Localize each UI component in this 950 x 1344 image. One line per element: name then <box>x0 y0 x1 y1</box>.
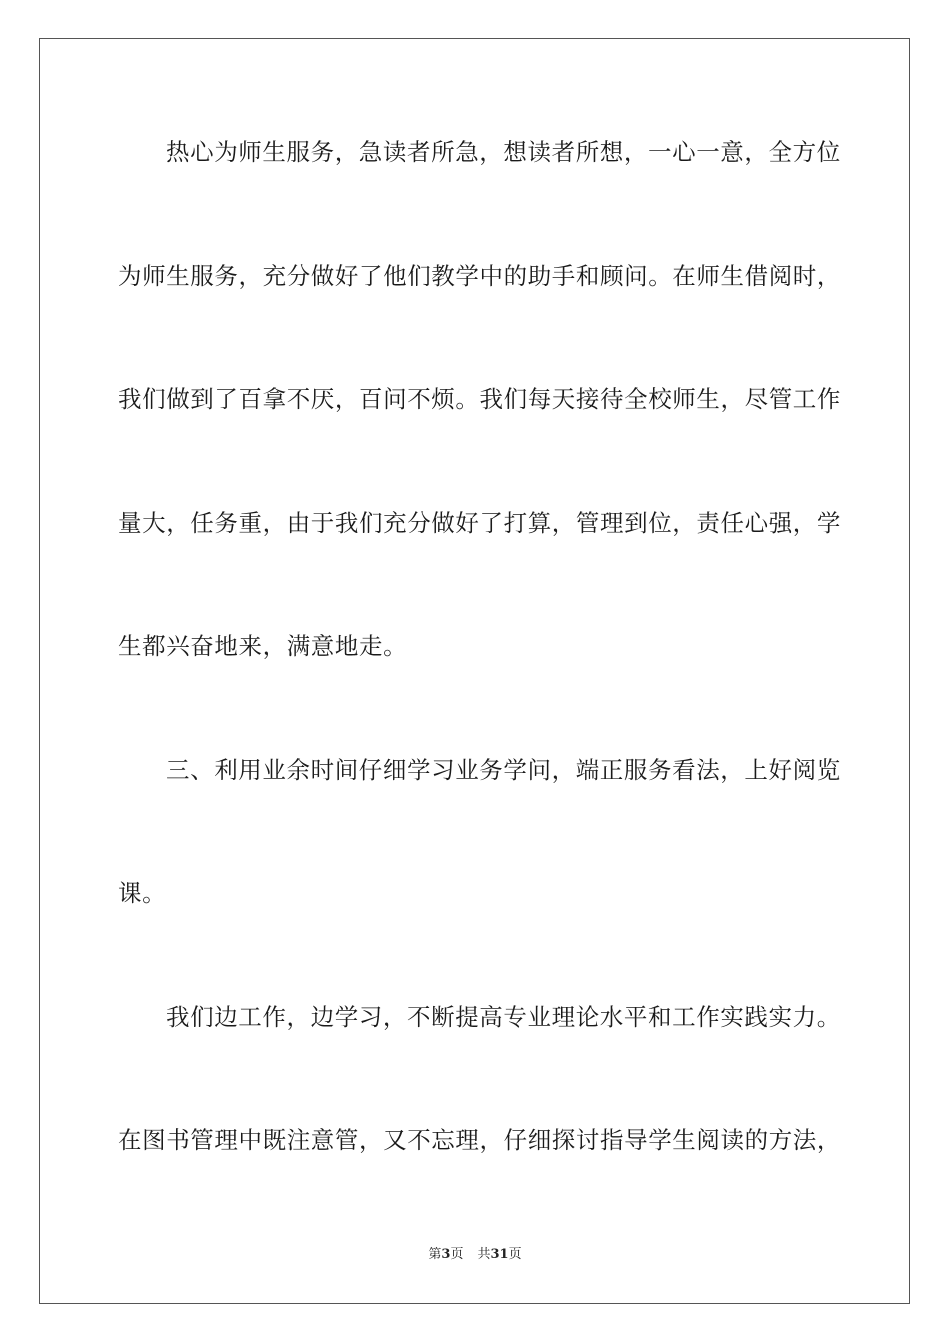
page-prefix: 第 <box>428 1247 442 1262</box>
body-text-line: 生都兴奋地来，满意地走。 <box>118 632 408 660</box>
total-suffix: 页 <box>508 1247 522 1262</box>
body-text-line: 在图书管理中既注意管，又不忘理，仔细探讨指导学生阅读的方法， <box>118 1126 841 1154</box>
page-footer <box>0 1246 950 1264</box>
body-text-line: 量大，任务重，由于我们充分做好了打算，管理到位，责任心强，学 <box>118 509 841 537</box>
page-border <box>39 38 910 1304</box>
body-text-line: 为师生服务，充分做好了他们教学中的助手和顾问。在师生借阅时， <box>118 262 841 290</box>
total-prefix: 共 <box>477 1247 491 1262</box>
total-pages: 31 <box>490 1247 509 1262</box>
page-suffix: 页 <box>450 1247 464 1262</box>
body-text-line: 我们边工作，边学习，不断提高专业理论水平和工作实践实力。 <box>166 1003 841 1031</box>
page-number: 3 <box>441 1247 451 1262</box>
body-text-line: 我们做到了百拿不厌，百问不烦。我们每天接待全校师生，尽管工作 <box>118 385 841 413</box>
section-heading-line: 三、利用业余时间仔细学习业务学问，端正服务看法，上好阅览 <box>166 756 841 784</box>
section-heading-line: 课。 <box>118 879 167 907</box>
body-text-line: 热心为师生服务，急读者所急，想读者所想，一心一意，全方位 <box>166 138 841 166</box>
